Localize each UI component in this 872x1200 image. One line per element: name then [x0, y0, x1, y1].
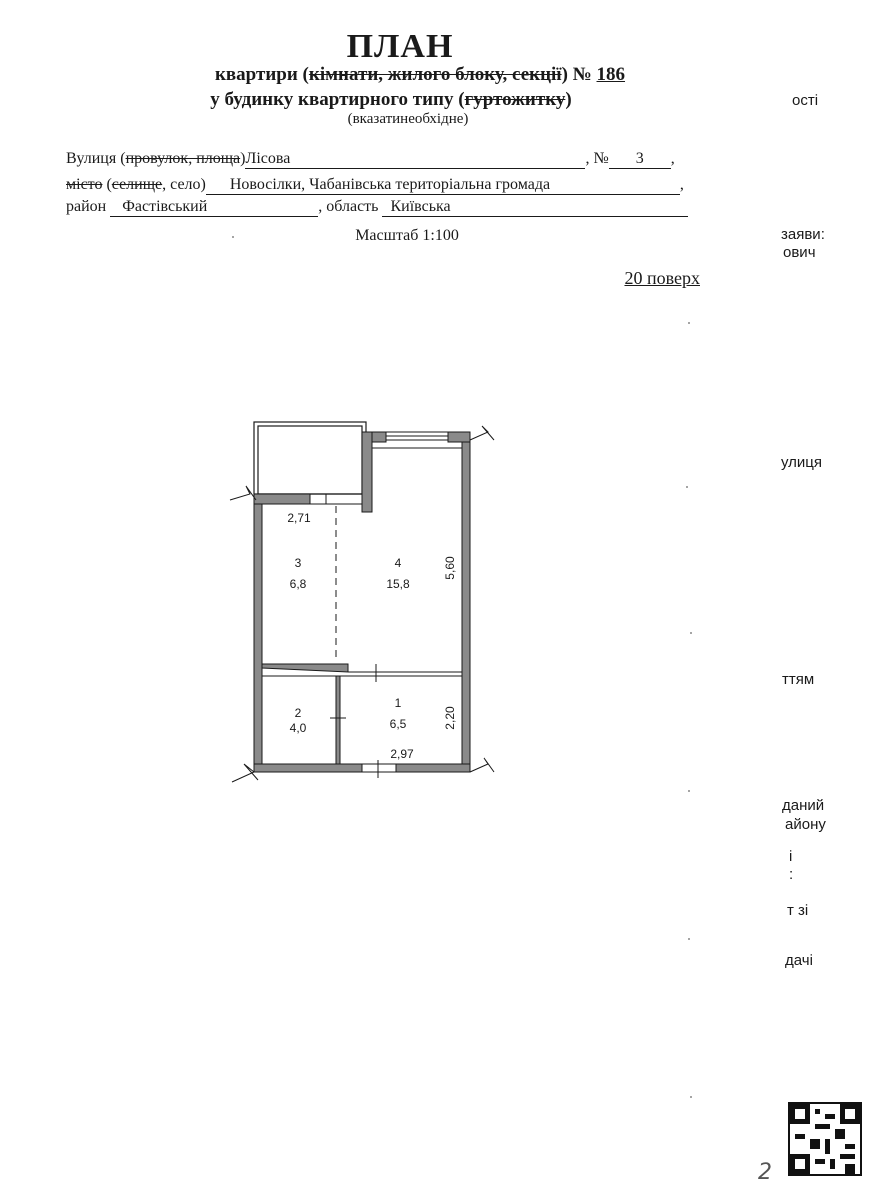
room-4-number: 4 [394, 556, 402, 570]
building-type-suffix: ) [565, 89, 572, 110]
district-row: район Фастівський , область Київська [66, 198, 688, 217]
dim-height-main: 5,60 [443, 556, 457, 580]
room-3-number: 3 [294, 556, 302, 570]
room-4-area: 15,8 [386, 577, 410, 591]
district-label: район [66, 198, 107, 215]
floor-label: 20 поверх [624, 268, 700, 288]
floor-plan [228, 418, 508, 788]
edge-fragment: улиця [781, 454, 823, 471]
edge-fragment: т зі [787, 902, 809, 919]
room-1-number: 1 [394, 696, 402, 710]
scan-speck [686, 486, 688, 488]
dim-height-bottom: 2,20 [443, 706, 457, 730]
settlement-open: ( [106, 176, 112, 193]
scan-speck [690, 1096, 692, 1098]
region-label: область [326, 198, 379, 215]
edge-fragment: дачі [785, 952, 813, 969]
apartment-line-prefix: квартири ( [214, 64, 309, 85]
dim-width-top: 2,71 [287, 511, 311, 525]
settlement-struck-2: селище [111, 176, 163, 193]
document-title: ПЛАН [346, 28, 454, 65]
qr-code-icon [790, 1104, 860, 1174]
apartment-number: 186 [596, 64, 626, 85]
settlement-label: , село) [162, 176, 206, 193]
street-value: Лісова [245, 150, 585, 169]
scale-label: Масштаб 1:100 [355, 227, 459, 244]
region-value: Київська [382, 198, 688, 217]
room-2-number: 2 [294, 706, 302, 720]
building-type-struck: гуртожитку [464, 89, 566, 110]
edge-fragment: ості [792, 92, 819, 109]
settlement-value: Новосілки, Чабанівська територіальна громада [206, 176, 680, 195]
edge-fragment: і [789, 848, 793, 865]
number-value: 3 [609, 150, 671, 169]
balcony-outline [254, 422, 366, 494]
specify-note: (вказатинеобхідне) [347, 111, 469, 127]
street-label-pre: Вулиця ( [66, 150, 126, 167]
qr-code [788, 1102, 862, 1176]
edge-fragment: : [789, 866, 794, 883]
edge-fragment: ттям [782, 671, 815, 688]
number-label: № [593, 150, 609, 167]
street-label-post: ) [240, 150, 246, 167]
edge-fragment: айону [785, 816, 826, 833]
scan-speck [688, 322, 690, 324]
walls [254, 432, 470, 772]
street-row: Вулиця (провулок, площа)Лісова , № 3 , [66, 150, 675, 167]
building-type-line [0, 89, 782, 111]
apartment-line-struck: кімнати, жилого блоку, секції [308, 64, 562, 85]
settlement-row: місто (селище, село) Новосілки, Чабанівська територіальна громада , [66, 176, 684, 193]
building-type-prefix: у будинку квартирного типу ( [210, 89, 465, 110]
room-2-area: 4,0 [289, 721, 307, 735]
edge-fragment: ович [783, 244, 816, 261]
dim-width-bottom: 2,97 [390, 747, 414, 761]
street-label-struck: провулок, площа [125, 150, 241, 167]
scan-speck [688, 790, 690, 792]
scan-speck [232, 236, 234, 238]
apartment-line [0, 64, 840, 86]
edge-fragment: даний [782, 797, 825, 814]
room-3-area: 6,8 [289, 577, 307, 591]
handwritten-page-number: 2 [758, 1160, 772, 1185]
edge-fragment: заяви: [781, 226, 825, 243]
settlement-struck-1: місто [66, 176, 103, 193]
scan-speck [690, 632, 692, 634]
district-value: Фастівський [110, 198, 318, 217]
scan-speck [688, 938, 690, 940]
balcony-inner [258, 426, 362, 494]
apartment-line-suffix: ) № [561, 64, 597, 85]
room-1-area: 6,5 [389, 717, 407, 731]
